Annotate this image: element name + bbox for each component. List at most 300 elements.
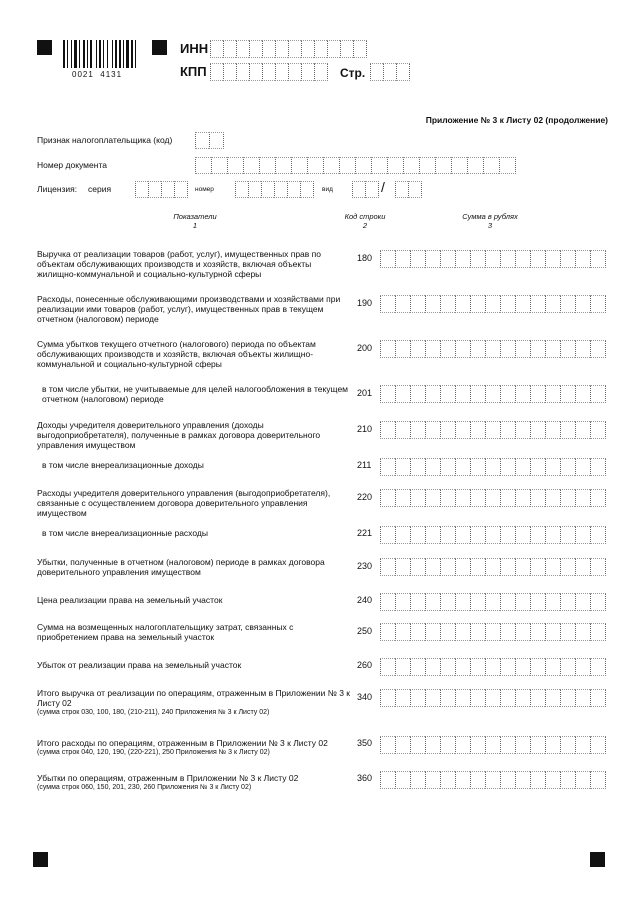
input-cell[interactable] xyxy=(500,250,515,268)
input-cell[interactable] xyxy=(470,736,485,754)
input-cell[interactable] xyxy=(575,771,590,789)
input-cell[interactable] xyxy=(288,40,301,58)
input-cell[interactable] xyxy=(560,458,575,476)
input-cell[interactable] xyxy=(380,593,395,611)
input-cell[interactable] xyxy=(500,558,515,576)
input-cell[interactable] xyxy=(410,771,425,789)
input-cell[interactable] xyxy=(590,658,606,676)
input-cell[interactable] xyxy=(380,458,395,476)
input-cell[interactable] xyxy=(485,736,500,754)
input-cell[interactable] xyxy=(440,385,455,403)
input-cell[interactable] xyxy=(440,421,455,439)
input-cell[interactable] xyxy=(530,421,545,439)
input-cell[interactable] xyxy=(590,771,606,789)
input-cell[interactable] xyxy=(470,250,485,268)
input-cell[interactable] xyxy=(545,489,560,507)
input-cell[interactable] xyxy=(515,250,530,268)
input-cell[interactable] xyxy=(545,658,560,676)
input-cell[interactable] xyxy=(380,385,395,403)
input-cell[interactable] xyxy=(515,458,530,476)
input-cell[interactable] xyxy=(575,689,590,707)
input-cell[interactable] xyxy=(455,736,470,754)
input-cell[interactable] xyxy=(210,63,223,81)
input-cell[interactable] xyxy=(575,489,590,507)
input-cell[interactable] xyxy=(500,623,515,641)
input-cell[interactable] xyxy=(545,771,560,789)
input-cell[interactable] xyxy=(410,250,425,268)
input-cell[interactable] xyxy=(575,385,590,403)
input-cell[interactable] xyxy=(545,558,560,576)
input-cell[interactable] xyxy=(425,458,440,476)
input-cell[interactable] xyxy=(515,295,530,313)
input-cell[interactable] xyxy=(455,526,470,544)
input-cell[interactable] xyxy=(395,295,410,313)
input-cell[interactable] xyxy=(560,526,575,544)
input-cell[interactable] xyxy=(500,771,515,789)
input-cell[interactable] xyxy=(455,558,470,576)
input-cell[interactable] xyxy=(395,658,410,676)
input-cell[interactable] xyxy=(560,421,575,439)
input-cell[interactable] xyxy=(470,385,485,403)
input-cell[interactable] xyxy=(395,526,410,544)
input-cell[interactable] xyxy=(440,771,455,789)
input-cell[interactable] xyxy=(530,340,545,358)
input-cell[interactable] xyxy=(355,157,371,174)
input-cell[interactable] xyxy=(395,771,410,789)
input-cell[interactable] xyxy=(515,558,530,576)
input-cell[interactable] xyxy=(530,558,545,576)
input-cell[interactable] xyxy=(470,489,485,507)
row-200-sum-field[interactable] xyxy=(380,340,606,358)
input-cell[interactable] xyxy=(500,489,515,507)
input-cell[interactable] xyxy=(451,157,467,174)
input-cell[interactable] xyxy=(425,558,440,576)
input-cell[interactable] xyxy=(515,771,530,789)
input-cell[interactable] xyxy=(410,593,425,611)
input-cell[interactable] xyxy=(590,736,606,754)
input-cell[interactable] xyxy=(545,736,560,754)
input-cell[interactable] xyxy=(500,385,515,403)
input-cell[interactable] xyxy=(440,250,455,268)
input-cell[interactable] xyxy=(515,385,530,403)
input-cell[interactable] xyxy=(515,658,530,676)
input-cell[interactable] xyxy=(395,340,410,358)
input-cell[interactable] xyxy=(530,658,545,676)
row-260-sum-field[interactable] xyxy=(380,658,606,676)
input-cell[interactable] xyxy=(560,385,575,403)
input-cell[interactable] xyxy=(560,558,575,576)
input-cell[interactable] xyxy=(483,157,499,174)
input-cell[interactable] xyxy=(590,489,606,507)
input-cell[interactable] xyxy=(380,250,395,268)
input-cell[interactable] xyxy=(590,385,606,403)
input-cell[interactable] xyxy=(440,558,455,576)
license-type-field-2[interactable] xyxy=(395,181,422,198)
input-cell[interactable] xyxy=(560,623,575,641)
input-cell[interactable] xyxy=(485,558,500,576)
input-cell[interactable] xyxy=(545,421,560,439)
input-cell[interactable] xyxy=(455,623,470,641)
input-cell[interactable] xyxy=(314,40,327,58)
input-cell[interactable] xyxy=(235,181,248,198)
input-cell[interactable] xyxy=(387,157,403,174)
input-cell[interactable] xyxy=(500,593,515,611)
input-cell[interactable] xyxy=(485,658,500,676)
input-cell[interactable] xyxy=(410,385,425,403)
input-cell[interactable] xyxy=(515,340,530,358)
input-cell[interactable] xyxy=(530,623,545,641)
input-cell[interactable] xyxy=(590,458,606,476)
license-number-field[interactable] xyxy=(235,181,314,198)
row-360-sum-field[interactable] xyxy=(380,771,606,789)
input-cell[interactable] xyxy=(515,489,530,507)
input-cell[interactable] xyxy=(499,157,516,174)
input-cell[interactable] xyxy=(575,250,590,268)
input-cell[interactable] xyxy=(455,771,470,789)
input-cell[interactable] xyxy=(500,295,515,313)
input-cell[interactable] xyxy=(249,63,262,81)
input-cell[interactable] xyxy=(380,736,395,754)
input-cell[interactable] xyxy=(425,421,440,439)
input-cell[interactable] xyxy=(174,181,188,198)
input-cell[interactable] xyxy=(485,771,500,789)
input-cell[interactable] xyxy=(470,340,485,358)
document-number-field[interactable] xyxy=(195,157,516,174)
input-cell[interactable] xyxy=(262,40,275,58)
input-cell[interactable] xyxy=(575,526,590,544)
input-cell[interactable] xyxy=(515,526,530,544)
input-cell[interactable] xyxy=(590,340,606,358)
input-cell[interactable] xyxy=(425,295,440,313)
inn-field[interactable] xyxy=(210,40,367,58)
input-cell[interactable] xyxy=(410,458,425,476)
input-cell[interactable] xyxy=(410,736,425,754)
input-cell[interactable] xyxy=(287,181,300,198)
input-cell[interactable] xyxy=(395,385,410,403)
input-cell[interactable] xyxy=(410,558,425,576)
input-cell[interactable] xyxy=(223,63,236,81)
input-cell[interactable] xyxy=(440,458,455,476)
input-cell[interactable] xyxy=(340,40,353,58)
input-cell[interactable] xyxy=(410,526,425,544)
input-cell[interactable] xyxy=(530,295,545,313)
input-cell[interactable] xyxy=(440,295,455,313)
input-cell[interactable] xyxy=(485,623,500,641)
input-cell[interactable] xyxy=(135,181,148,198)
input-cell[interactable] xyxy=(575,340,590,358)
input-cell[interactable] xyxy=(500,736,515,754)
input-cell[interactable] xyxy=(307,157,323,174)
input-cell[interactable] xyxy=(440,593,455,611)
input-cell[interactable] xyxy=(470,771,485,789)
input-cell[interactable] xyxy=(410,340,425,358)
input-cell[interactable] xyxy=(455,295,470,313)
input-cell[interactable] xyxy=(575,421,590,439)
input-cell[interactable] xyxy=(380,658,395,676)
input-cell[interactable] xyxy=(560,658,575,676)
input-cell[interactable] xyxy=(455,340,470,358)
input-cell[interactable] xyxy=(314,63,328,81)
input-cell[interactable] xyxy=(410,489,425,507)
input-cell[interactable] xyxy=(236,63,249,81)
row-350-sum-field[interactable] xyxy=(380,736,606,754)
input-cell[interactable] xyxy=(545,526,560,544)
input-cell[interactable] xyxy=(161,181,174,198)
input-cell[interactable] xyxy=(515,623,530,641)
input-cell[interactable] xyxy=(545,295,560,313)
license-type-field-1[interactable] xyxy=(352,181,379,198)
input-cell[interactable] xyxy=(211,157,227,174)
input-cell[interactable] xyxy=(467,157,483,174)
input-cell[interactable] xyxy=(210,40,223,58)
input-cell[interactable] xyxy=(470,593,485,611)
input-cell[interactable] xyxy=(425,526,440,544)
input-cell[interactable] xyxy=(425,658,440,676)
input-cell[interactable] xyxy=(485,689,500,707)
input-cell[interactable] xyxy=(530,593,545,611)
input-cell[interactable] xyxy=(365,181,379,198)
input-cell[interactable] xyxy=(425,689,440,707)
input-cell[interactable] xyxy=(380,340,395,358)
input-cell[interactable] xyxy=(243,157,259,174)
input-cell[interactable] xyxy=(425,340,440,358)
input-cell[interactable] xyxy=(236,40,249,58)
input-cell[interactable] xyxy=(455,385,470,403)
row-190-sum-field[interactable] xyxy=(380,295,606,313)
input-cell[interactable] xyxy=(301,40,314,58)
input-cell[interactable] xyxy=(291,157,307,174)
input-cell[interactable] xyxy=(425,385,440,403)
taxpayer-sign-field[interactable] xyxy=(195,132,224,149)
input-cell[interactable] xyxy=(545,385,560,403)
input-cell[interactable] xyxy=(485,385,500,403)
input-cell[interactable] xyxy=(500,340,515,358)
kpp-field[interactable] xyxy=(210,63,328,81)
input-cell[interactable] xyxy=(590,558,606,576)
input-cell[interactable] xyxy=(352,181,365,198)
input-cell[interactable] xyxy=(425,771,440,789)
input-cell[interactable] xyxy=(485,421,500,439)
input-cell[interactable] xyxy=(209,132,224,149)
input-cell[interactable] xyxy=(530,250,545,268)
input-cell[interactable] xyxy=(560,489,575,507)
input-cell[interactable] xyxy=(470,658,485,676)
input-cell[interactable] xyxy=(500,421,515,439)
input-cell[interactable] xyxy=(396,63,410,81)
input-cell[interactable] xyxy=(410,689,425,707)
input-cell[interactable] xyxy=(195,157,211,174)
input-cell[interactable] xyxy=(383,63,396,81)
input-cell[interactable] xyxy=(380,295,395,313)
input-cell[interactable] xyxy=(545,250,560,268)
input-cell[interactable] xyxy=(425,623,440,641)
input-cell[interactable] xyxy=(425,250,440,268)
input-cell[interactable] xyxy=(301,63,314,81)
input-cell[interactable] xyxy=(575,658,590,676)
input-cell[interactable] xyxy=(380,689,395,707)
input-cell[interactable] xyxy=(590,250,606,268)
input-cell[interactable] xyxy=(545,623,560,641)
row-201-sum-field[interactable] xyxy=(380,385,606,403)
input-cell[interactable] xyxy=(395,458,410,476)
input-cell[interactable] xyxy=(248,181,261,198)
input-cell[interactable] xyxy=(380,623,395,641)
input-cell[interactable] xyxy=(380,489,395,507)
input-cell[interactable] xyxy=(380,526,395,544)
input-cell[interactable] xyxy=(470,623,485,641)
input-cell[interactable] xyxy=(395,489,410,507)
input-cell[interactable] xyxy=(227,157,243,174)
input-cell[interactable] xyxy=(440,658,455,676)
input-cell[interactable] xyxy=(380,771,395,789)
input-cell[interactable] xyxy=(575,558,590,576)
input-cell[interactable] xyxy=(435,157,451,174)
input-cell[interactable] xyxy=(425,593,440,611)
input-cell[interactable] xyxy=(395,558,410,576)
input-cell[interactable] xyxy=(440,526,455,544)
input-cell[interactable] xyxy=(470,526,485,544)
input-cell[interactable] xyxy=(275,63,288,81)
input-cell[interactable] xyxy=(410,623,425,641)
input-cell[interactable] xyxy=(339,157,355,174)
input-cell[interactable] xyxy=(530,736,545,754)
row-221-sum-field[interactable] xyxy=(380,526,606,544)
input-cell[interactable] xyxy=(455,689,470,707)
input-cell[interactable] xyxy=(590,689,606,707)
input-cell[interactable] xyxy=(275,40,288,58)
input-cell[interactable] xyxy=(380,421,395,439)
input-cell[interactable] xyxy=(500,658,515,676)
input-cell[interactable] xyxy=(440,623,455,641)
row-210-sum-field[interactable] xyxy=(380,421,606,439)
input-cell[interactable] xyxy=(560,340,575,358)
page-field[interactable] xyxy=(370,63,410,81)
input-cell[interactable] xyxy=(440,489,455,507)
input-cell[interactable] xyxy=(470,558,485,576)
input-cell[interactable] xyxy=(259,157,275,174)
input-cell[interactable] xyxy=(545,593,560,611)
input-cell[interactable] xyxy=(590,421,606,439)
input-cell[interactable] xyxy=(575,593,590,611)
input-cell[interactable] xyxy=(530,489,545,507)
input-cell[interactable] xyxy=(485,250,500,268)
input-cell[interactable] xyxy=(590,295,606,313)
input-cell[interactable] xyxy=(515,736,530,754)
row-250-sum-field[interactable] xyxy=(380,623,606,641)
input-cell[interactable] xyxy=(485,458,500,476)
input-cell[interactable] xyxy=(380,558,395,576)
row-220-sum-field[interactable] xyxy=(380,489,606,507)
input-cell[interactable] xyxy=(371,157,387,174)
input-cell[interactable] xyxy=(455,458,470,476)
input-cell[interactable] xyxy=(575,736,590,754)
input-cell[interactable] xyxy=(395,181,408,198)
input-cell[interactable] xyxy=(275,157,291,174)
row-180-sum-field[interactable] xyxy=(380,250,606,268)
row-240-sum-field[interactable] xyxy=(380,593,606,611)
input-cell[interactable] xyxy=(560,295,575,313)
input-cell[interactable] xyxy=(590,593,606,611)
input-cell[interactable] xyxy=(425,736,440,754)
input-cell[interactable] xyxy=(370,63,383,81)
input-cell[interactable] xyxy=(545,340,560,358)
input-cell[interactable] xyxy=(395,421,410,439)
input-cell[interactable] xyxy=(545,689,560,707)
input-cell[interactable] xyxy=(560,736,575,754)
input-cell[interactable] xyxy=(530,771,545,789)
input-cell[interactable] xyxy=(485,489,500,507)
input-cell[interactable] xyxy=(455,250,470,268)
input-cell[interactable] xyxy=(395,623,410,641)
input-cell[interactable] xyxy=(560,771,575,789)
input-cell[interactable] xyxy=(327,40,340,58)
input-cell[interactable] xyxy=(485,526,500,544)
input-cell[interactable] xyxy=(485,593,500,611)
input-cell[interactable] xyxy=(470,421,485,439)
input-cell[interactable] xyxy=(455,658,470,676)
input-cell[interactable] xyxy=(590,526,606,544)
input-cell[interactable] xyxy=(395,593,410,611)
input-cell[interactable] xyxy=(410,295,425,313)
input-cell[interactable] xyxy=(515,421,530,439)
row-230-sum-field[interactable] xyxy=(380,558,606,576)
input-cell[interactable] xyxy=(500,458,515,476)
input-cell[interactable] xyxy=(500,689,515,707)
input-cell[interactable] xyxy=(455,421,470,439)
input-cell[interactable] xyxy=(470,295,485,313)
input-cell[interactable] xyxy=(455,489,470,507)
input-cell[interactable] xyxy=(262,63,275,81)
input-cell[interactable] xyxy=(575,295,590,313)
input-cell[interactable] xyxy=(500,526,515,544)
input-cell[interactable] xyxy=(223,40,236,58)
input-cell[interactable] xyxy=(288,63,301,81)
input-cell[interactable] xyxy=(560,250,575,268)
input-cell[interactable] xyxy=(560,689,575,707)
input-cell[interactable] xyxy=(195,132,209,149)
input-cell[interactable] xyxy=(408,181,422,198)
input-cell[interactable] xyxy=(395,736,410,754)
input-cell[interactable] xyxy=(485,340,500,358)
input-cell[interactable] xyxy=(148,181,161,198)
input-cell[interactable] xyxy=(410,658,425,676)
input-cell[interactable] xyxy=(440,736,455,754)
input-cell[interactable] xyxy=(560,593,575,611)
input-cell[interactable] xyxy=(425,489,440,507)
input-cell[interactable] xyxy=(440,340,455,358)
input-cell[interactable] xyxy=(395,689,410,707)
input-cell[interactable] xyxy=(353,40,367,58)
input-cell[interactable] xyxy=(470,689,485,707)
input-cell[interactable] xyxy=(575,623,590,641)
input-cell[interactable] xyxy=(419,157,435,174)
input-cell[interactable] xyxy=(530,458,545,476)
input-cell[interactable] xyxy=(485,295,500,313)
input-cell[interactable] xyxy=(575,458,590,476)
input-cell[interactable] xyxy=(530,385,545,403)
input-cell[interactable] xyxy=(249,40,262,58)
input-cell[interactable] xyxy=(395,250,410,268)
input-cell[interactable] xyxy=(300,181,314,198)
input-cell[interactable] xyxy=(590,623,606,641)
input-cell[interactable] xyxy=(515,593,530,611)
input-cell[interactable] xyxy=(274,181,287,198)
row-211-sum-field[interactable] xyxy=(380,458,606,476)
input-cell[interactable] xyxy=(403,157,419,174)
license-series-field[interactable] xyxy=(135,181,188,198)
input-cell[interactable] xyxy=(455,593,470,611)
input-cell[interactable] xyxy=(515,689,530,707)
